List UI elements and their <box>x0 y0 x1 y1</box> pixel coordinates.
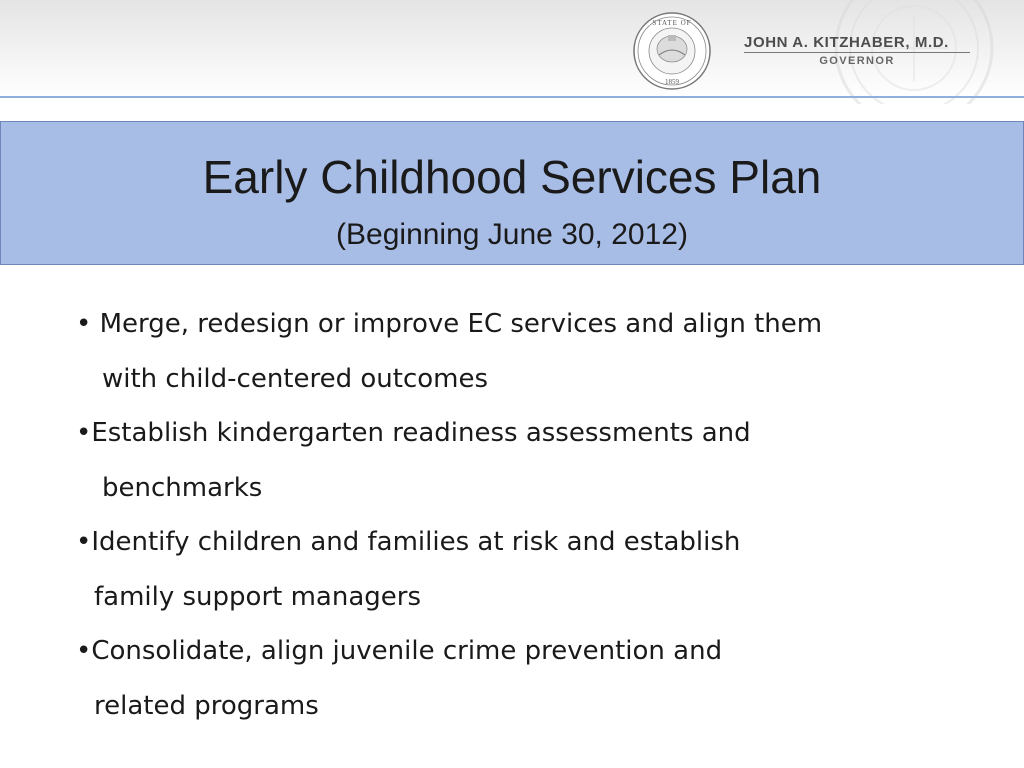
bullet-line: •Establish kindergarten readiness assessments and <box>76 418 751 448</box>
governor-name: JOHN A. KITZHABER, M.D. <box>744 34 949 51</box>
slide-subtitle: (Beginning June 30, 2012) <box>336 218 688 251</box>
bullet-line: benchmarks <box>102 472 263 503</box>
governor-title: GOVERNOR <box>819 55 895 67</box>
bullet-line: with child-centered outcomes <box>102 363 489 394</box>
list-item <box>76 624 976 733</box>
seal-year: 1859 <box>665 78 679 86</box>
list-item <box>76 515 976 624</box>
governor-underline <box>744 52 970 53</box>
oregon-state-seal-icon <box>632 11 712 91</box>
bullet-line: related programs <box>94 690 319 721</box>
bullet-line: family support managers <box>94 581 422 612</box>
bullet-list <box>76 297 976 733</box>
bullet-line: •Identify children and families at risk and establish <box>76 527 741 557</box>
list-item <box>76 406 976 515</box>
slide-title: Early Childhood Services Plan <box>202 151 822 203</box>
svg-text:STATE OF: STATE OF <box>652 19 692 27</box>
bullet-line: •Consolidate, align juvenile crime prevention and <box>76 636 723 666</box>
list-item <box>76 297 976 406</box>
bullet-line: • Merge, redesign or improve EC services and align them <box>76 309 823 339</box>
header-divider <box>0 96 1024 98</box>
